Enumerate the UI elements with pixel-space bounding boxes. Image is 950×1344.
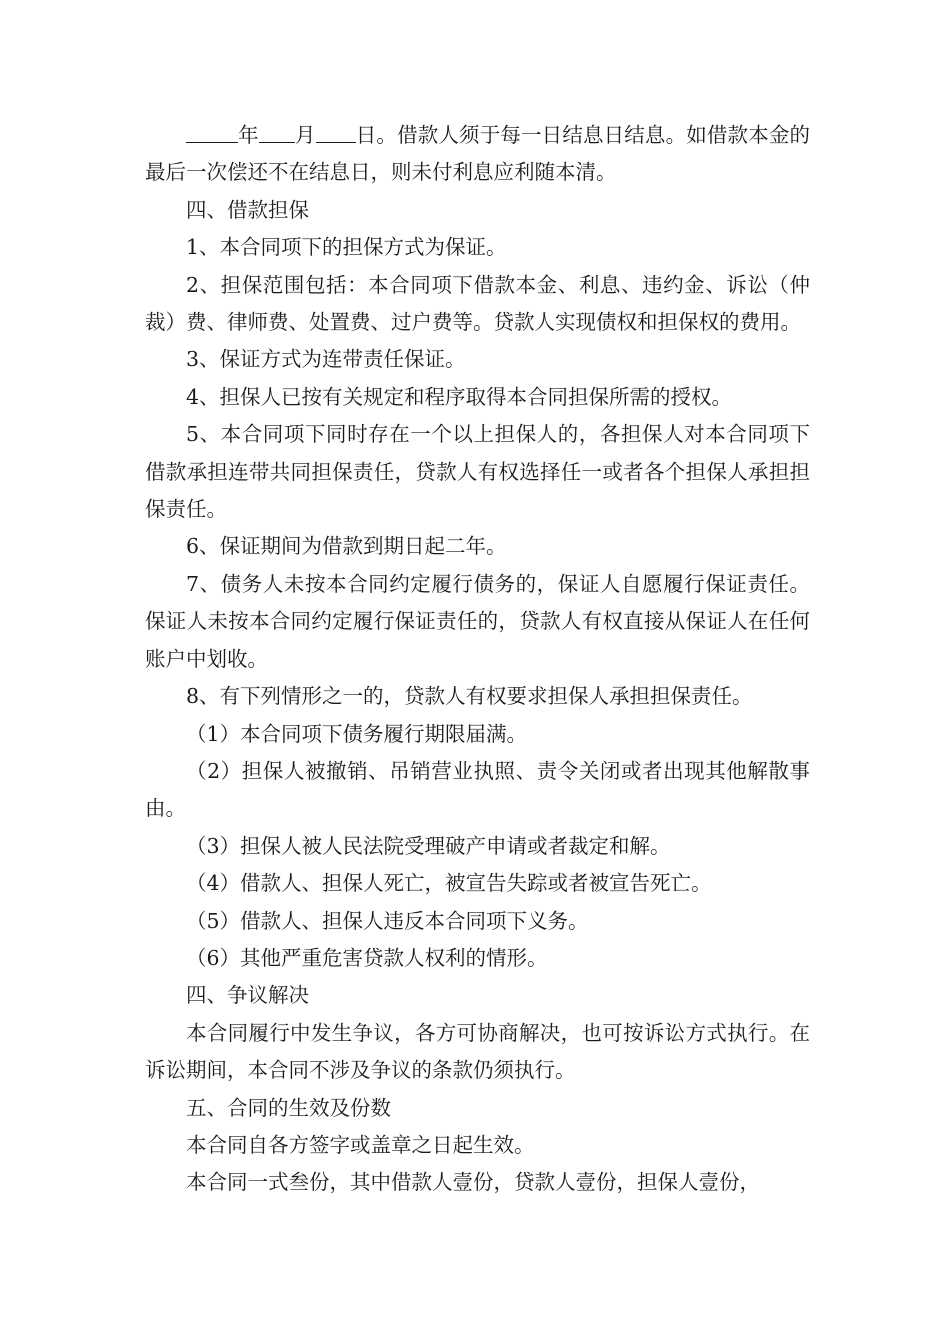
clause-paragraph: 本合同一式叁份，其中借款人壹份，贷款人壹份，担保人壹份，	[186, 1170, 760, 1195]
opening-paragraph	[145, 117, 810, 192]
section-heading-dispute: 四、争议解决	[186, 983, 309, 1008]
clause-paragraph: 6、保证期间为借款到期日起二年。	[186, 534, 507, 559]
clause-paragraph: 本合同自各方签字或盖章之日起生效。	[186, 1132, 535, 1157]
document-page	[145, 117, 810, 1202]
year-label: 年	[238, 123, 259, 147]
section-heading-effect: 五、合同的生效及份数	[186, 1095, 391, 1120]
day-blank	[316, 122, 356, 144]
month-label: 月	[294, 123, 316, 147]
clause-paragraph: 本合同履行中发生争议，各方可协商解决，也可按诉讼方式执行。在诉讼期间，本合同不涉及争议的条款仍须执行。	[145, 1020, 810, 1083]
year-blank	[186, 122, 238, 144]
opening-text: 日。借款人须于每一日结息日结息。如借款本金的最后一次偿还不在结息日，则未付利息应利随本清。	[145, 123, 811, 185]
clause-paragraph: 5、本合同项下同时存在一个以上担保人的，各担保人对本合同项下借款承担连带共同担保责任，贷款人有权选择任一或者各个担保人承担担保责任。	[145, 422, 810, 522]
clause-paragraph: 1、本合同项下的担保方式为保证。	[186, 235, 507, 260]
month-blank	[259, 122, 295, 144]
sub-clause-paragraph: （1）本合同项下债务履行期限届满。	[186, 721, 528, 746]
sub-clause-paragraph: （2）担保人被撤销、吊销营业执照、责令关闭或者出现其他解散事由。	[145, 758, 810, 821]
sub-clause-paragraph: （6）其他严重危害贷款人权利的情形。	[186, 945, 548, 970]
clause-paragraph: 4、担保人已按有关规定和程序取得本合同担保所需的授权。	[186, 384, 733, 409]
clause-paragraph: 8、有下列情形之一的，贷款人有权要求担保人承担担保责任。	[186, 684, 753, 709]
sub-clause-paragraph: （3）担保人被人民法院受理破产申请或者裁定和解。	[186, 833, 671, 858]
sub-clause-paragraph: （4）借款人、担保人死亡，被宣告失踪或者被宣告死亡。	[186, 871, 712, 896]
clause-paragraph: 7、债务人未按本合同约定履行债务的，保证人自愿履行保证责任。保证人未按本合同约定履行保证责任的，贷款人有权直接从保证人在任何账户中划收。	[145, 571, 810, 671]
section-heading-guarantee: 四、借款担保	[186, 197, 309, 222]
clause-paragraph: 3、保证方式为连带责任保证。	[186, 347, 466, 372]
clause-paragraph: 2、担保范围包括：本合同项下借款本金、利息、违约金、诉讼（仲裁）费、律师费、处置费、过户费等。贷款人实现债权和担保权的费用。	[145, 272, 810, 335]
sub-clause-paragraph: （5）借款人、担保人违反本合同项下义务。	[186, 908, 589, 933]
